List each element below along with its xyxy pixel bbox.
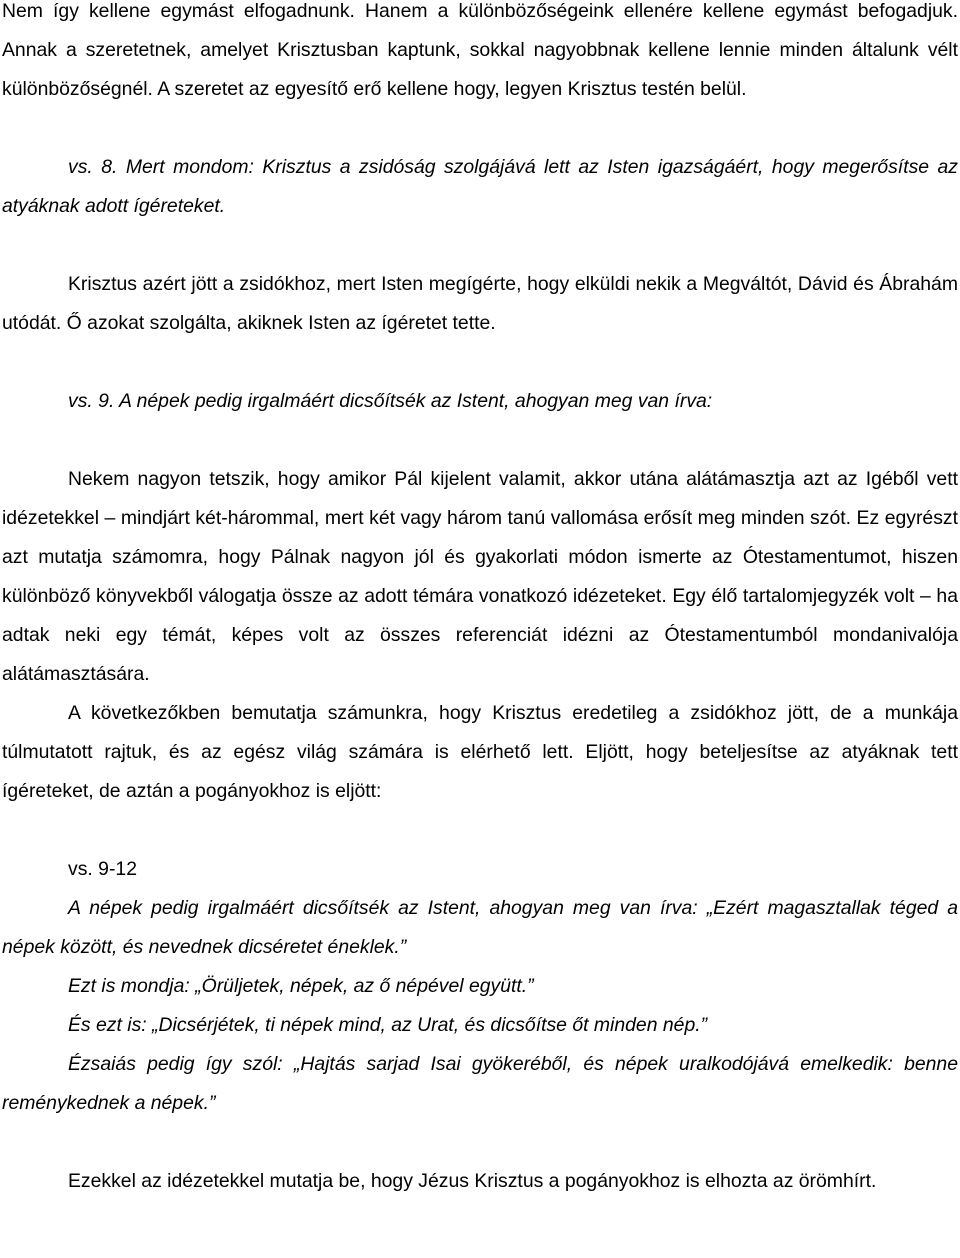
quote-praise-lord: És ezt is: „Dicsérjétek, ti népek mind, az Urat, és dicsőítse őt minden nép.” — [68, 1014, 708, 1036]
spacer — [2, 226, 958, 265]
spacer — [2, 1123, 958, 1162]
quote-nations-praise: A népek pedig irgalmáért dicsőítsék az Istent, ahogyan meg van írva: „Ezért magasztallak téged a népek között, és nevednek dicséretet éneklek.” — [2, 897, 958, 958]
verse-9: vs. 9. A népek pedig irgalmáért dicsőítsék az Istent, ahogyan meg van írva: — [68, 390, 713, 412]
spacer — [2, 811, 958, 850]
quote-rejoice: Ezt is mondja: „Örüljetek, népek, az ő népével együtt.” — [68, 975, 534, 997]
document-page — [2, 0, 958, 1201]
paragraph-paul-quotes: Nekem nagyon tetszik, hogy amikor Pál kijelent valamit, akkor utána alátámasztja azt az Igéből vett idézetekkel – mindjárt két-hárommal, mert két vagy három tanú vallomása erősít meg minden szót. Ez egyrészt azt mutatja számomra, hogy Pálnak nagyon jól és gyakorlati módon ismerte az Ótestamentumot, hiszen különböző könyvekből válogatja össze az adott témára vonatkozó idézeteket. Egy élő tartalomjegyzék volt – ha adtak neki egy témát, képes volt az összes referenciát idézni az Ótestamentumból mondanivalója alátámasztására. — [2, 468, 958, 685]
paragraph-love-unity: Nem így kellene egymást elfogadnunk. Hanem a különbözőségeink ellenére kellene egymást befogadjuk. Annak a szeretetnek, amelyet Krisztusban kaptunk, sokkal nagyobbnak kellene lennie minden általunk vélt különbözőségnél. A szeretet az egyesítő erő kellene hogy, legyen Krisztus testén belül. — [2, 0, 958, 100]
spacer — [2, 109, 958, 148]
spacer — [2, 343, 958, 382]
verse-8: vs. 8. Mert mondom: Krisztus a zsidóság szolgájává lett az Isten igazságáért, hogy megerősítse az atyáknak adott ígéreteket. — [2, 156, 958, 217]
spacer — [2, 421, 958, 460]
quote-isaiah: Ézsaiás pedig így szól: „Hajtás sarjad Isai gyökeréből, és népek uralkodójává emelkedik: benne reménykednek a népek.” — [2, 1053, 958, 1114]
paragraph-conclusion: Ezekkel az idézetekkel mutatja be, hogy Jézus Krisztus a pogányokhoz is elhozta az örömhírt. — [68, 1170, 877, 1192]
paragraph-following: A következőkben bemutatja számunkra, hogy Krisztus eredetileg a zsidókhoz jött, de a munkája túlmutatott rajtuk, és az egész világ számára is elérhető lett. Eljött, hogy beteljesítse az atyáknak tett ígéreteket, de aztán a pogányokhoz is eljött: — [2, 702, 958, 802]
paragraph-christ-to-jews: Krisztus azért jött a zsidókhoz, mert Isten megígérte, hogy elküldi nekik a Megváltót, Dávid és Ábrahám utódát. Ő azokat szolgálta, akiknek Isten az ígéretet tette. — [2, 273, 958, 334]
verse-reference-9-12: vs. 9-12 — [68, 858, 137, 880]
